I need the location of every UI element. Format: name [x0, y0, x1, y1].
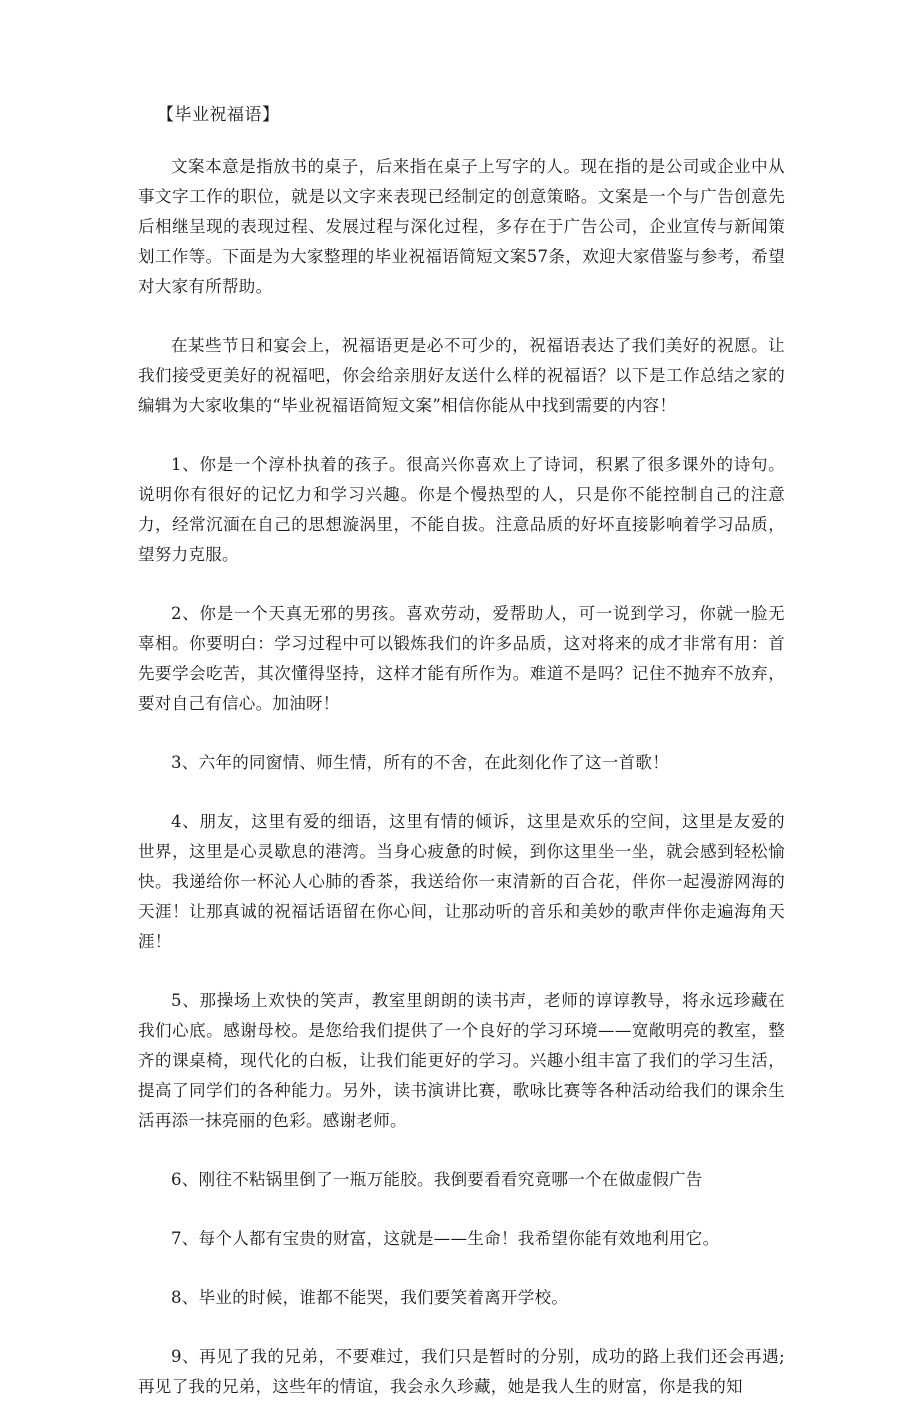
paragraph-intro-blessing: 在某些节日和宴会上，祝福语更是必不可少的，祝福语表达了我们美好的祝愿。让我们接受更美好的祝福吧，你会给亲朋好友送什么样的祝福语？以下是工作总结之家的编辑为大家收集的“毕业祝福语简短文案”相信你能从中找到需要的内容！ — [138, 336, 785, 415]
paragraph-item-2: 2、你是一个天真无邪的男孩。喜欢劳动，爱帮助人，可一说到学习，你就一脸无辜相。你要明白：学习过程中可以锻炼我们的许多品质，这对将来的成才非常有用：首先要学会吃苦，其次懂得坚持，这样才能有所作为。难道不是吗？记住不抛弃不放弃，要对自己有信心。加油呀！ — [138, 604, 785, 713]
paragraph-intro-copywriting: 文案本意是指放书的桌子，后来指在桌子上写字的人。现在指的是公司或企业中从事文字工作的职位，就是以文字来表现已经制定的创意策略。文案是一个与广告创意先后相继呈现的表现过程、发展过程与深化过程，多存在于广告公司，企业宣传与新闻策划工作等。下面是为大家整理的毕业祝福语简短文案57条，欢迎大家借鉴与参考，希望对大家有所帮助。 — [138, 157, 785, 296]
paragraph-item-4: 4、朋友，这里有爱的细语，这里有情的倾诉，这里是欢乐的空间，这里是友爱的世界，这里是心灵歇息的港湾。当身心疲惫的时候，到你这里坐一坐，就会感到轻松愉快。我递给你一杯沁人心肺的香茶，我送给你一束清新的百合花，伴你一起漫游网海的天涯！让那真诚的祝福话语留在你心间，让那动听的音乐和美妙的歌声伴你走遍海角天涯！ — [138, 812, 785, 951]
paragraph-item-8: 8、毕业的时候，谁都不能哭，我们要笑着离开学校。 — [171, 1288, 569, 1307]
paragraph-item-9: 9、再见了我的兄弟，不要难过，我们只是暂时的分别，成功的路上我们还会再遇;再见了我的兄弟，这些年的情谊，我会永久珍藏，她是我人生的财富，你是我的知 — [138, 1347, 785, 1396]
paragraph-item-1: 1、你是一个淳朴执着的孩子。很高兴你喜欢上了诗词，积累了很多课外的诗句。说明你有很好的记忆力和学习兴趣。你是个慢热型的人，只是你不能控制自己的注意力，经常沉湎在自己的思想漩涡里，不能自拔。注意品质的好坏直接影响着学习品质，望努力克服。 — [138, 455, 785, 564]
paragraph-item-5: 5、那操场上欢快的笑声，教室里朗朗的读书声，老师的谆谆教导，将永远珍藏在我们心底。感谢母校。是您给我们提供了一个良好的学习环境——宽敞明亮的教室，整齐的课桌椅，现代化的白板，让我们能更好的学习。兴趣小组丰富了我们的学习生活，提高了同学们的各种能力。另外，读书演讲比赛，歌咏比赛等各种活动给我们的课余生活再添一抹亮丽的色彩。感谢老师。 — [138, 991, 785, 1130]
paragraph-item-3: 3、六年的同窗情、师生情，所有的不舍，在此刻化作了这一首歌！ — [171, 753, 669, 772]
document-title: 【毕业祝福语】 — [157, 105, 280, 125]
paragraph-item-7: 7、每个人都有宝贵的财富，这就是——生命！我希望你能有效地利用它。 — [171, 1229, 720, 1248]
paragraph-item-6: 6、刚往不粘锅里倒了一瓶万能胶。我倒要看看究竟哪一个在做虚假广告 — [171, 1170, 703, 1189]
